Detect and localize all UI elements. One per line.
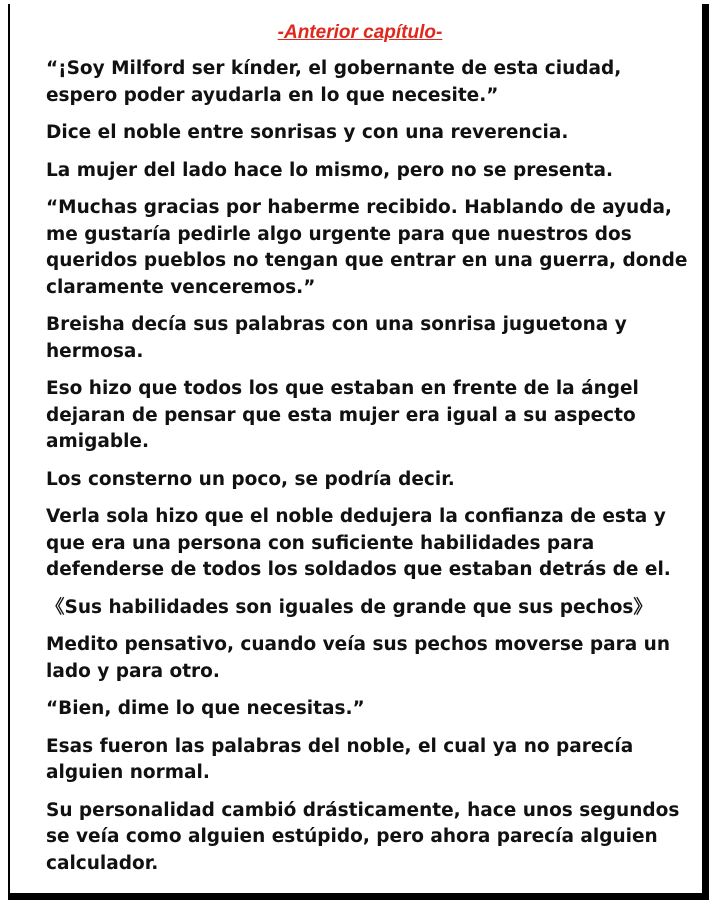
paragraph (46, 195, 686, 301)
paragraph (46, 734, 686, 787)
text-line: Verla sola hizo que el noble dedujera la confianza de esta y (46, 506, 666, 527)
text-line: hermosa. (46, 340, 144, 362)
text-line: defenderse de todos los soldados que estaban detrás de el. (46, 559, 671, 580)
text-line: espero poder ayudarla en lo que necesite.” (46, 84, 499, 106)
paragraph (46, 120, 686, 147)
paragraph (46, 56, 686, 109)
paragraph (46, 595, 686, 622)
text-line: me gustaría pedirle algo urgente para que nuestros dos (46, 223, 632, 245)
text-line: 《Sus habilidades son iguales de grande que sus pechos》 (46, 596, 652, 618)
text-line: amigable. (46, 431, 149, 452)
paragraph (46, 467, 686, 494)
text-line: calculador. (46, 852, 159, 874)
text-line: Su personalidad cambió drásticamente, hace unos segundos (46, 799, 680, 821)
chapter-text (46, 56, 686, 888)
text-line: Dice el noble entre sonrisas y con una reverencia. (46, 122, 569, 143)
text-line: Breisha decía sus palabras con una sonrisa juguetona y (46, 314, 627, 335)
paragraph (46, 798, 686, 878)
text-line: claramente venceremos.” (46, 276, 316, 298)
text-line: Esas fueron las palabras del noble, el cual ya no parecía (46, 735, 634, 757)
text-line: Los consterno un poco, se podría decir. (46, 468, 455, 490)
text-line: alguien normal. (46, 762, 210, 783)
text-line: se veía como alguien estúpido, pero ahora parecía alguien (46, 826, 658, 847)
chapter-heading: -Anterior capítulo- (277, 22, 443, 43)
paragraph (46, 312, 686, 365)
text-line: queridos pueblos no tengan que entrar en una guerra, donde (46, 250, 688, 271)
text-line: “Bien, dime lo que necesitas.” (46, 698, 365, 719)
text-line: Medito pensativo, cuando veía sus pechos moverse para un (46, 634, 671, 655)
paragraph (46, 696, 686, 723)
text-line: que era una persona con suficiente habilidades para (46, 532, 595, 554)
paragraph (46, 376, 686, 456)
text-line: La mujer del lado hace lo mismo, pero no se presenta. (46, 159, 613, 181)
text-line: “Muchas gracias por haberme recibido. Hablando de ayuda, (46, 197, 672, 218)
text-line: Eso hizo que todos los que estaban en frente de la ángel (46, 378, 639, 399)
text-line: lado y para otro. (46, 660, 220, 682)
paragraph (46, 504, 686, 584)
paragraph (46, 158, 686, 185)
text-line: “¡Soy Milford ser kínder, el gobernante de esta ciudad, (46, 58, 622, 79)
text-line: dejaran de pensar que esta mujer era igual a su aspecto (46, 404, 636, 426)
paragraph (46, 632, 686, 685)
